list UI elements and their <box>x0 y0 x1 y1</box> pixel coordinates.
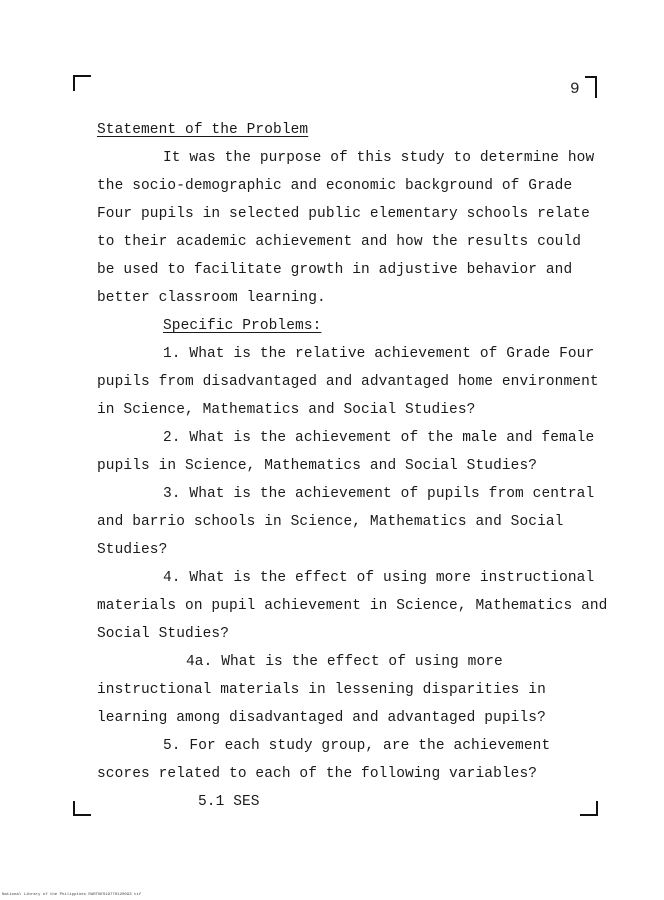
section-heading: Statement of the Problem <box>97 122 309 138</box>
problem-line: 3. What is the achievement of pupils from central <box>163 486 595 502</box>
subheading: Specific Problems: <box>163 318 322 334</box>
problem-line: pupils in Science, Mathematics and Social Studies? <box>97 458 538 474</box>
problem-line: instructional materials in lessening disparities in <box>97 682 546 698</box>
paragraph-line: Four pupils in selected public elementary schools relate <box>97 206 590 222</box>
paragraph-line: It was the purpose of this study to determine how <box>163 150 595 166</box>
problem-line: 4. What is the effect of using more instructional <box>163 570 595 586</box>
crop-mark-top-left <box>73 75 91 91</box>
crop-mark-bottom-left <box>73 801 91 816</box>
problem-line: Social Studies? <box>97 626 230 642</box>
problem-line: Studies? <box>97 542 168 558</box>
crop-mark-top-right <box>585 76 597 98</box>
problem-line: 4a. What is the effect of using more <box>186 654 503 670</box>
paragraph-line: the socio-demographic and economic background of Grade <box>97 178 573 194</box>
problem-line: learning among disadvantaged and advantaged pupils? <box>97 710 546 726</box>
problem-line: pupils from disadvantaged and advantaged home environment <box>97 374 599 390</box>
problem-line: materials on pupil achievement in Science, Mathematics and <box>97 598 608 614</box>
problem-line: 2. What is the achievement of the male and female <box>163 430 595 446</box>
problem-line: 1. What is the relative achievement of Grade Four <box>163 346 595 362</box>
problem-line: and barrio schools in Science, Mathematics and Social <box>97 514 564 530</box>
problem-line: scores related to each of the following variables? <box>97 766 538 782</box>
paragraph-line: better classroom learning. <box>97 290 326 306</box>
crop-mark-bottom-right <box>580 801 598 816</box>
scan-footer: National Library of the Philippines RARTHES19770120093 tif <box>2 893 142 897</box>
paragraph-line: to their academic achievement and how the results could <box>97 234 582 250</box>
problem-line: in Science, Mathematics and Social Studies? <box>97 402 476 418</box>
problem-line: 5.1 SES <box>198 794 260 810</box>
problem-line: 5. For each study group, are the achievement <box>163 738 551 754</box>
page-number: 9 <box>570 80 580 98</box>
paragraph-line: be used to facilitate growth in adjustive behavior and <box>97 262 573 278</box>
